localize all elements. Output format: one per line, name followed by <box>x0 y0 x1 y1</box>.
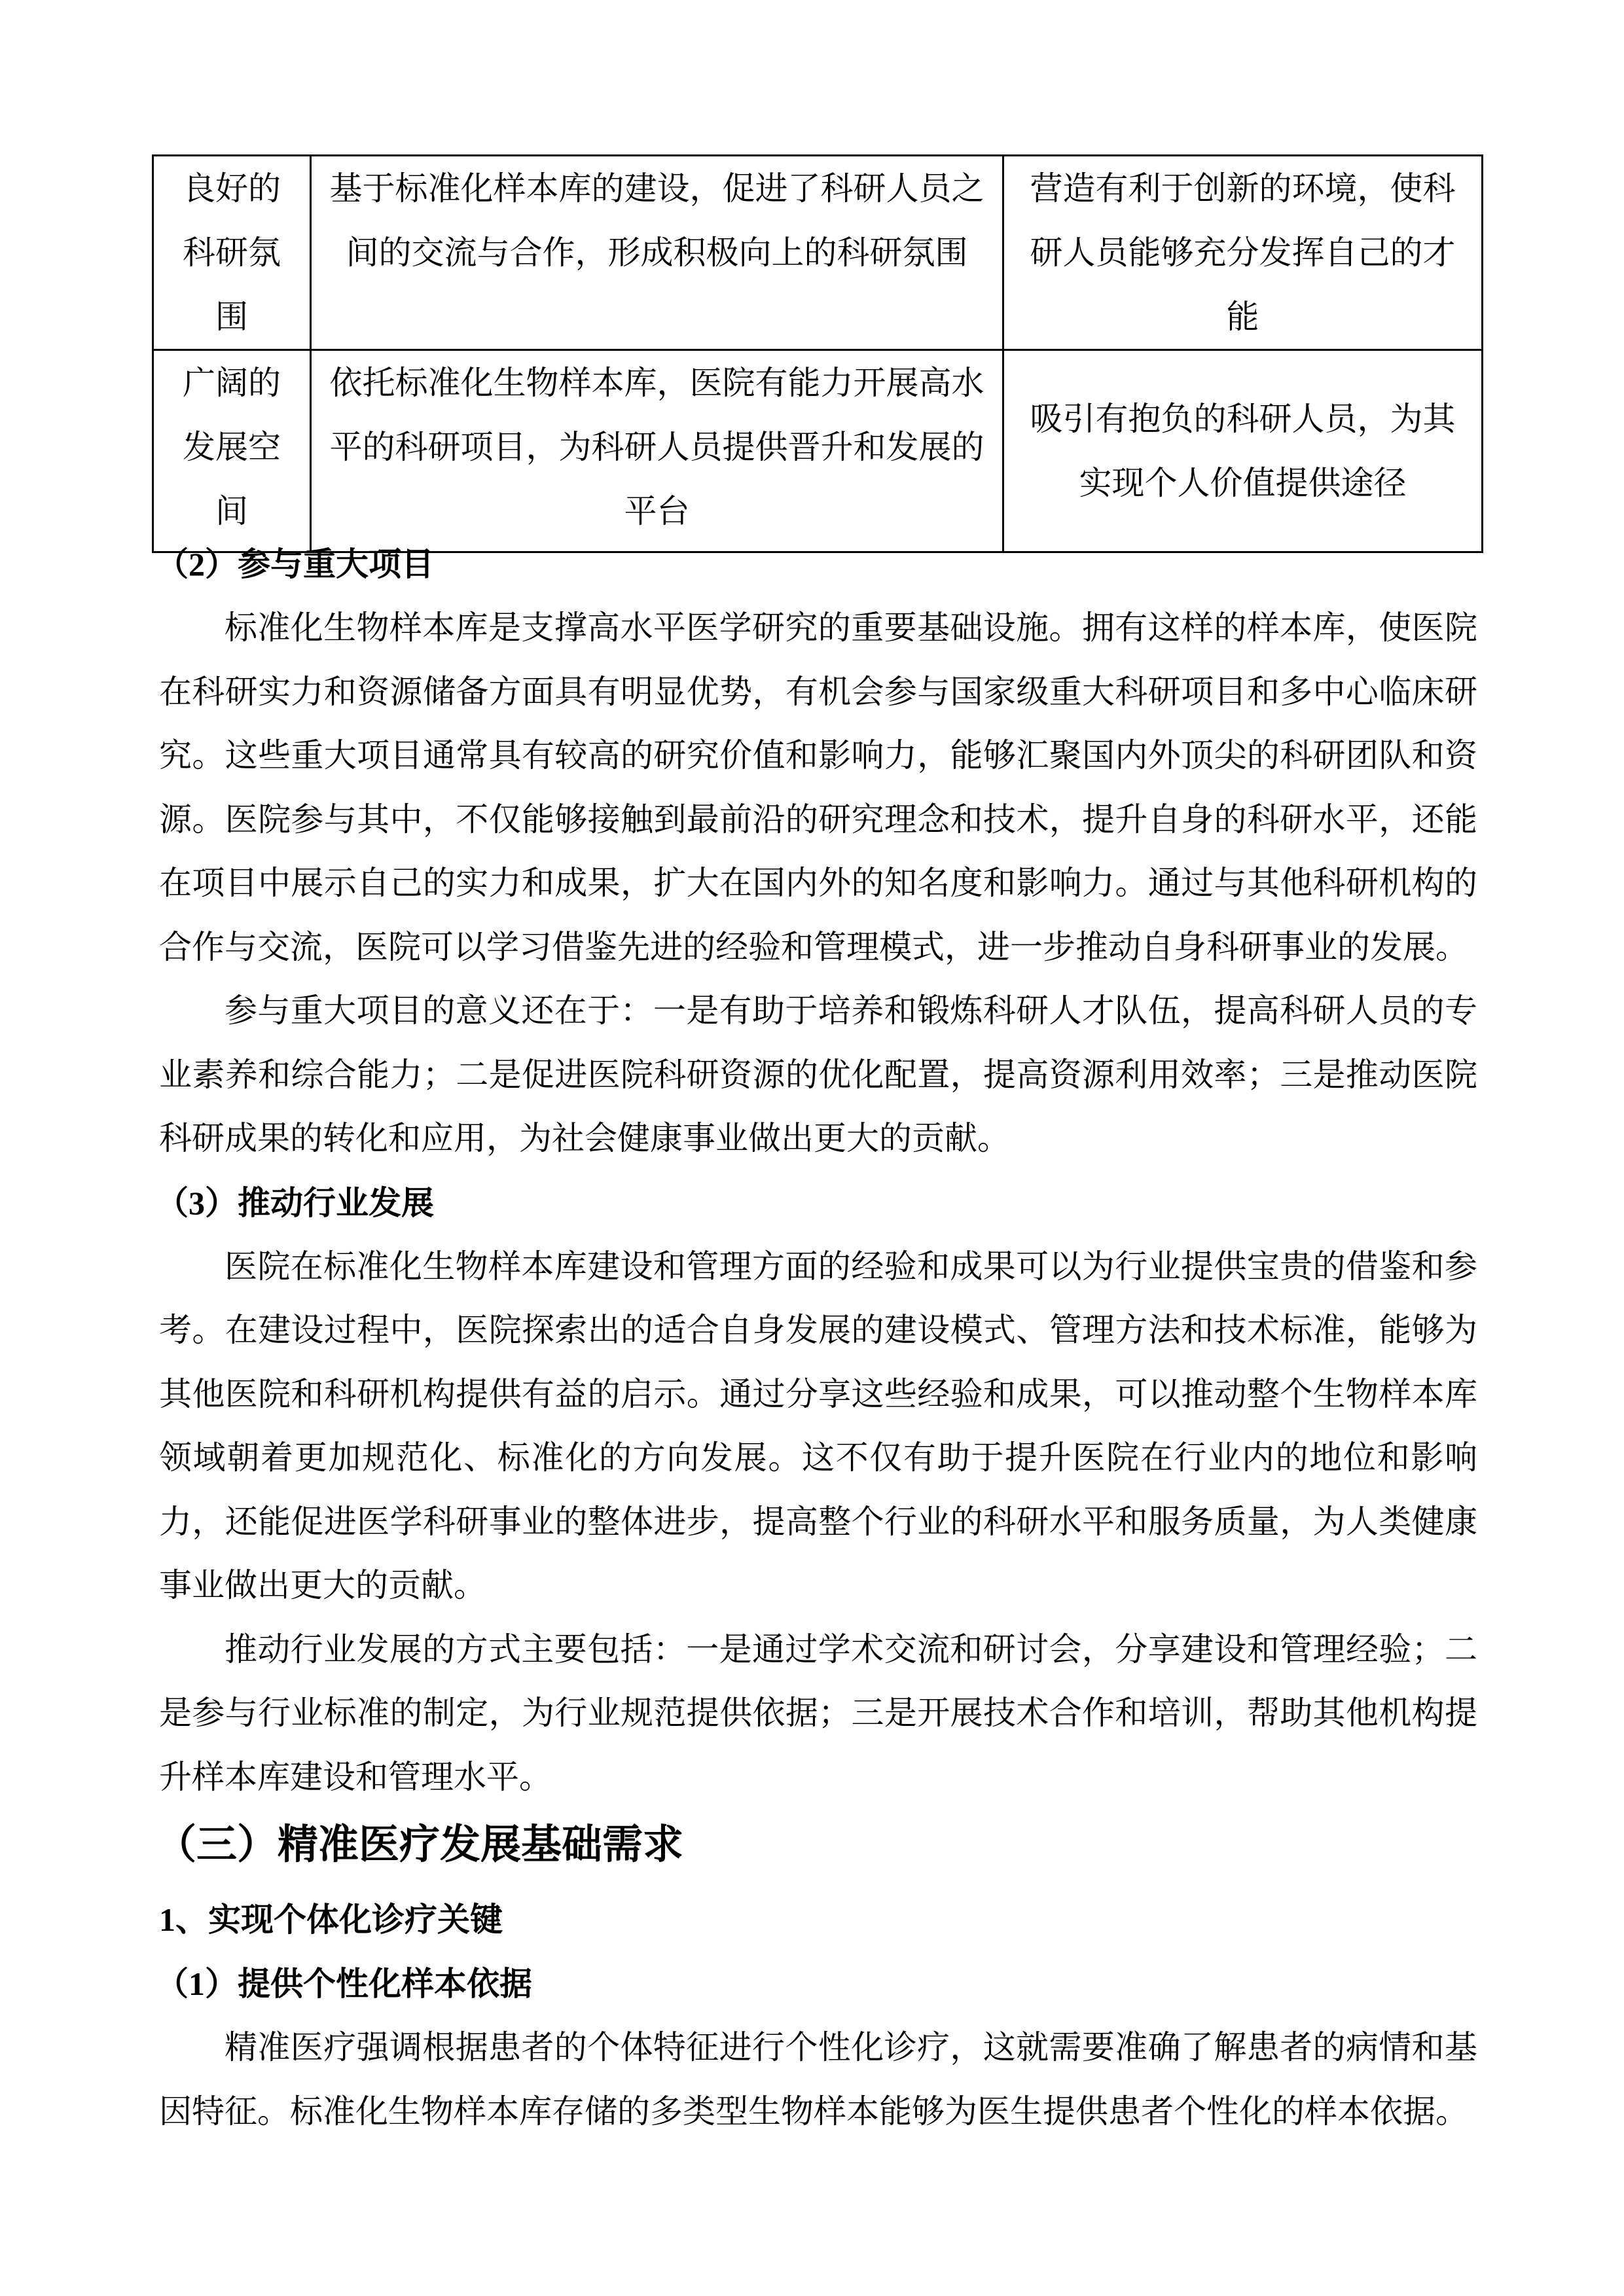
table-cell: 广阔的发展空间 <box>153 350 311 552</box>
table-cell: 基于标准化样本库的建设，促进了科研人员之间的交流与合作，形成积极向上的科研氛围 <box>311 156 1003 350</box>
benefits-table <box>152 154 1483 553</box>
table-row <box>153 350 1483 552</box>
paragraph: 推动行业发展的方式主要包括：一是通过学术交流和研讨会，分享建设和管理经验；二是参与行业标准的制定，为行业规范提供依据；三是开展技术合作和培训，帮助其他机构提升样本库建设和管理水平。 <box>159 1630 1477 1795</box>
table-cell: 依托标准化生物样本库，医院有能力开展高水平的科研项目，为科研人员提供晋升和发展的平台 <box>311 350 1003 552</box>
table-cell: 良好的科研氛围 <box>153 156 311 350</box>
table-cell: 营造有利于创新的环境，使科研人员能够充分发挥自己的才能 <box>1003 156 1483 350</box>
document-body <box>156 532 1477 2144</box>
paragraph: 精准医疗强调根据患者的个体特征进行个性化诊疗，这就需要准确了解患者的病情和基因特征。标准化生物样本库存储的多类型生物样本能够为医生提供患者个性化的样本依据。 <box>159 2029 1477 2130</box>
section-heading-precision-medicine: （三）精准医疗发展基础需求 <box>156 1823 684 1867</box>
paragraph: 参与重大项目的意义还在于：一是有助于培养和锻炼科研人才队伍，提高科研人员的专业素养和综合能力；二是促进医院科研资源的优化配置，提高资源利用效率；三是推动医院科研成果的转化和应用，为社会健康事业做出更大的贡献。 <box>159 992 1477 1157</box>
heading-promote-industry: （3）推动行业发展 <box>156 1184 434 1221</box>
heading-individualized-treatment: 1、实现个体化诊疗关键 <box>159 1901 503 1938</box>
paragraph: 医院在标准化生物样本库建设和管理方面的经验和成果可以为行业提供宝贵的借鉴和参考。在建设过程中，医院探索出的适合自身发展的建设模式、管理方法和技术标准，能够为其他医院和科研机构提供有益的启示。通过分享这些经验和成果，可以推动整个生物样本库领域朝着更加规范化、标准化的方向发展。这不仅有助于提升医院在行业内的地位和影响力，还能促进医学科研事业的整体进步，提高整个行业的科研水平和服务质量，为人类健康事业做出更大的贡献。 <box>159 1247 1477 1604</box>
table-row <box>153 156 1483 350</box>
paragraph: 标准化生物样本库是支撑高水平医学研究的重要基础设施。拥有这样的样本库，使医院在科研实力和资源储备方面具有明显优势，有机会参与国家级重大科研项目和多中心临床研究。这些重大项目通常具有较高的研究价值和影响力，能够汇聚国内外顶尖的科研团队和资源。医院参与其中，不仅能够接触到最前沿的研究理念和技术，提升自身的科研水平，还能在项目中展示自己的实力和成果，扩大在国内外的知名度和影响力。通过与其他科研机构的合作与交流，医院可以学习借鉴先进的经验和管理模式，进一步推动自身科研事业的发展。 <box>159 609 1477 965</box>
table-cell: 吸引有抱负的科研人员，为其实现个人价值提供途径 <box>1003 350 1483 552</box>
heading-participate-major-projects: （2）参与重大项目 <box>156 546 434 583</box>
heading-personalized-samples: （1）提供个性化样本依据 <box>156 1965 532 2002</box>
